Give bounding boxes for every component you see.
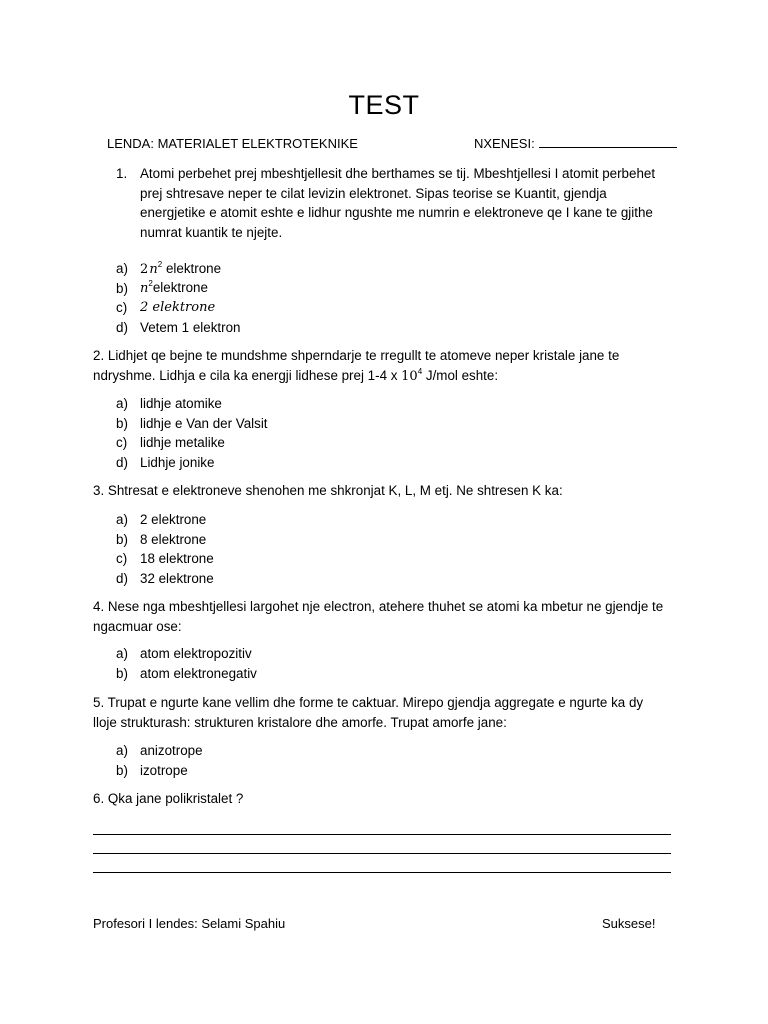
student-name-line[interactable] — [539, 136, 677, 148]
option-2d[interactable]: d) Lidhje jonike — [116, 454, 215, 470]
option-2b[interactable]: b) lidhje e Van der Valsit — [116, 415, 268, 431]
student-label: NXENESI: — [474, 136, 535, 151]
option-1c[interactable]: c) 2 elektrone — [116, 300, 216, 316]
question-1-text: Atomi perbehet prej mbeshtjellesit dhe berthames se tij. Mbeshtjellesi I atomit perbehet prej shtresave neper te cilat levizin elektronet. Sipas teorise se Kuantit, gjendja energjetike e atomit eshte e lidhur ngushte me numrin e elektroneve qe I kane te gjithe numrat kuantik te njejte. — [140, 166, 656, 240]
question-3-options — [116, 510, 214, 588]
question-4-options — [116, 644, 257, 683]
answer-line-1[interactable] — [93, 834, 671, 835]
option-1d[interactable]: d) Vetem 1 elektron — [116, 319, 241, 335]
question-2-text: 2. Lidhjet qe bejne te mundshme shperndarje te rregullt te atomeve neper kristale jane te ndryshme. Lidhja e cila ka energji lidhese prej 1-4 x $10^4$ J/mol eshte: — [93, 348, 620, 384]
option-2a[interactable]: a) lidhje atomike — [116, 396, 222, 412]
option-1a[interactable]: a) 2 $n^2$ elektrone — [116, 259, 222, 277]
option-3d[interactable]: d) 32 elektrone — [116, 570, 214, 586]
option-4a[interactable]: a) atom elektropozitiv — [116, 646, 252, 662]
teacher-signature: Profesori I lendes: Selami Spahiu — [93, 916, 286, 931]
answer-line-3[interactable] — [93, 872, 671, 873]
student-field — [474, 136, 677, 151]
question-1-number: 1. — [116, 166, 128, 181]
question-4-text: 4. Nese nga mbeshtjellesi largohet nje electron, atehere thuhet se atomi ka mbetur ne gjendje te ngacmuar ose: — [93, 599, 664, 634]
option-3c[interactable]: c) 18 elektrone — [116, 551, 214, 567]
option-3b[interactable]: b) 8 elektrone — [116, 531, 207, 547]
option-2c[interactable]: c) lidhje metalike — [116, 435, 225, 451]
question-2-options — [116, 394, 268, 472]
question-5-options — [116, 741, 203, 780]
subject-label: LENDA: MATERIALET ELEKTROTEKNIKE — [107, 136, 358, 151]
answer-line-2[interactable] — [93, 853, 671, 854]
option-3a[interactable]: a) 2 elektrone — [116, 512, 207, 528]
option-4b[interactable]: b) atom elektronegativ — [116, 665, 257, 681]
closing-note: Suksese! — [602, 916, 656, 931]
question-3-text: 3. Shtresat e elektroneve shenohen me shkronjat K, L, M etj. Ne shtresen K ka: — [93, 483, 563, 498]
question-6-text: 6. Qka jane polikristalet ? — [93, 791, 244, 806]
option-5b[interactable]: b) izotrope — [116, 762, 188, 778]
question-1-options — [116, 259, 241, 337]
question-5-text: 5. Trupat e ngurte kane vellim dhe forme te caktuar. Mirepo gjendja aggregate e ngurte ka dy lloje strukturash: strukturen kristalore dhe amorfe. Trupat amorfe jane: — [93, 695, 644, 730]
option-1b[interactable]: b) $n^2elektrone$ — [116, 279, 208, 297]
page-title: TEST — [348, 90, 420, 120]
option-5a[interactable]: a) anizotrope — [116, 743, 203, 759]
